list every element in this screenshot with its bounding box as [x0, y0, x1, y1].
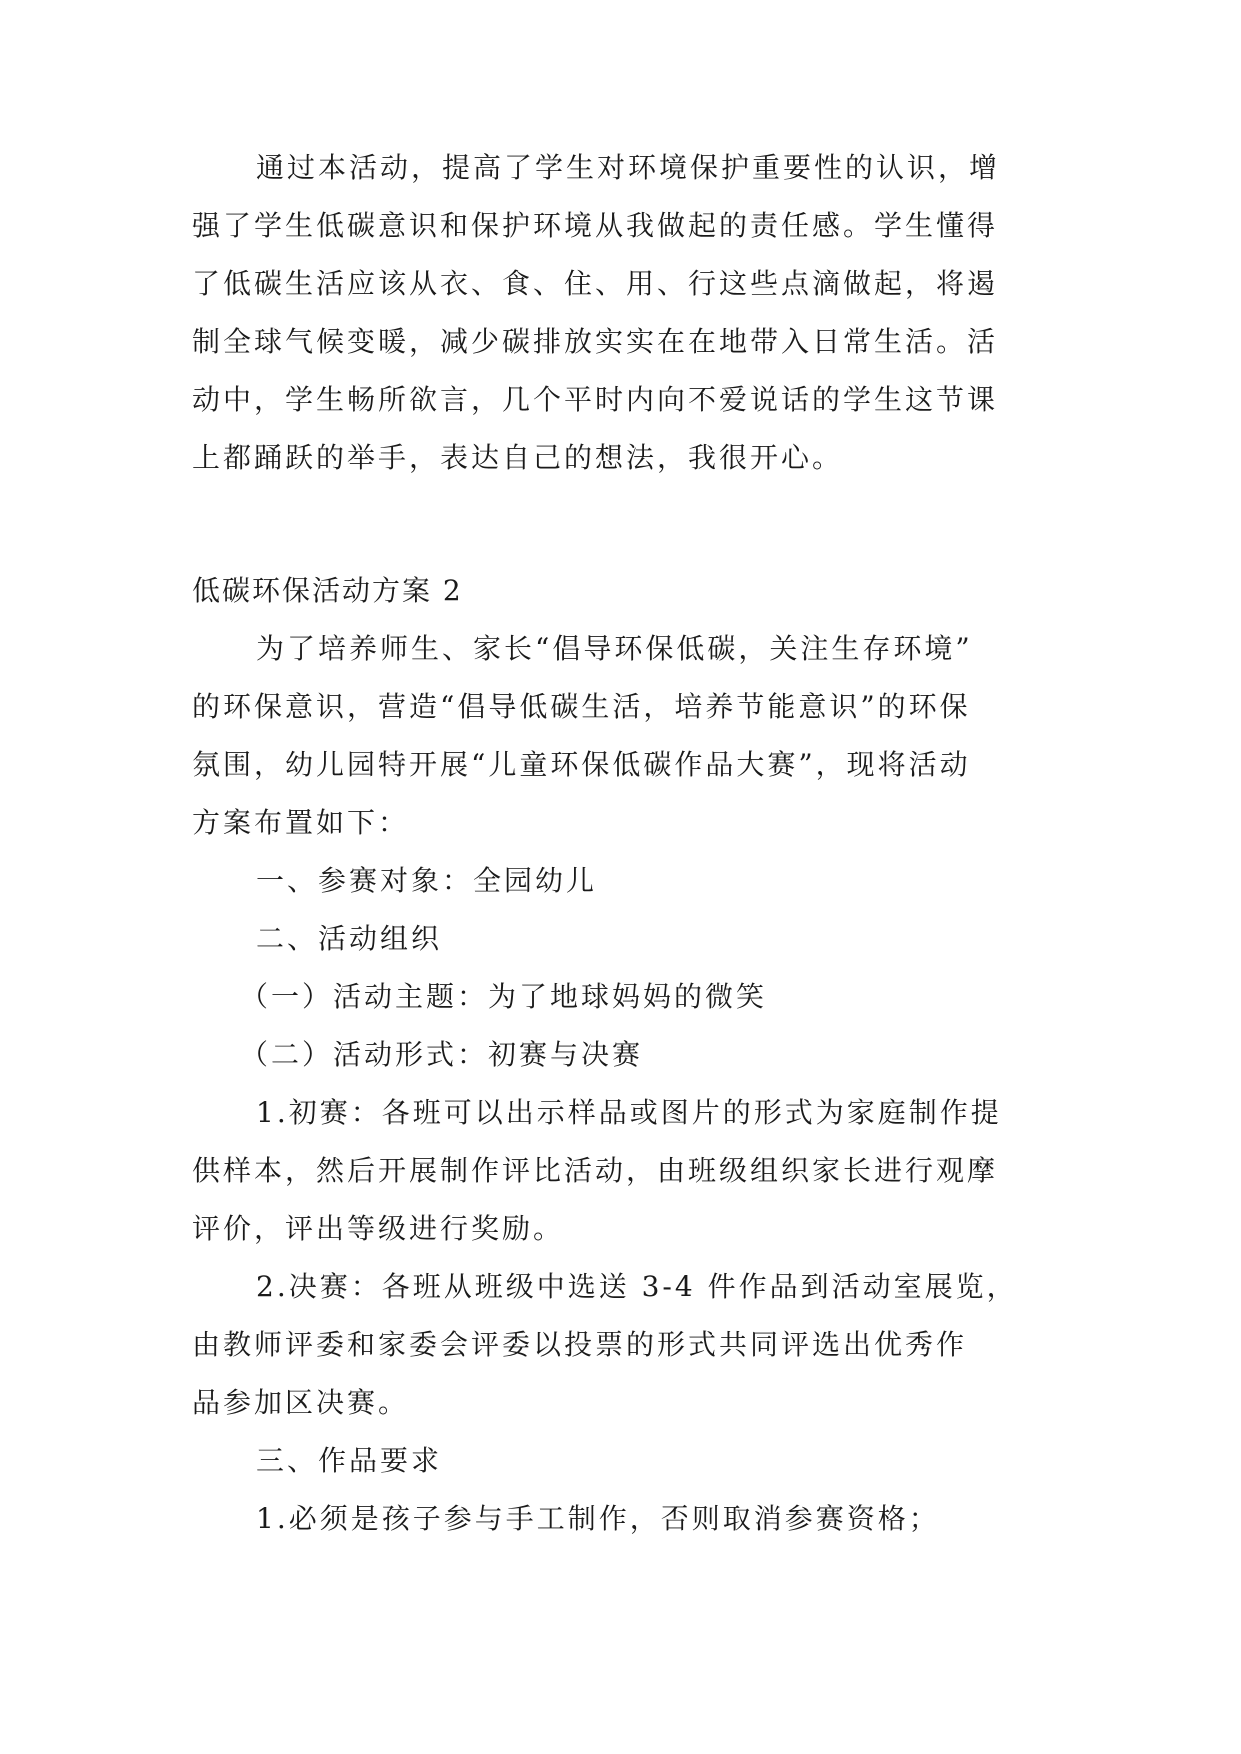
text-line: 品参加区决赛。 — [192, 1386, 410, 1419]
text-line: 评价，评出等级进行奖励。 — [192, 1212, 565, 1245]
section-heading: 低碳环保活动方案 2 — [192, 574, 463, 607]
item-organization — [192, 910, 1052, 968]
requirement-1 — [192, 1490, 1052, 1548]
text-line: 2.决赛：各班从班级中选送 3-4 件作品到活动室展览， — [256, 1270, 1018, 1303]
text-line: 强了学生低碳意识和保护环境从我做起的责任感。学生懂得 — [192, 209, 999, 242]
text-line: 三、作品要求 — [256, 1444, 443, 1477]
text-line: 二、活动组织 — [256, 922, 443, 955]
text-line: （二）活动形式：初赛与决赛 — [240, 1038, 644, 1071]
text-line: 方案布置如下： — [192, 806, 410, 839]
item-requirements — [192, 1432, 1052, 1490]
text-line: 上都踊跃的举手，表达自己的想法，我很开心。 — [192, 441, 844, 474]
final-paragraph — [192, 1258, 1052, 1432]
preliminary-paragraph — [192, 1084, 1052, 1258]
item-participants — [192, 852, 1052, 910]
text-line: 氛围，幼儿园特开展“儿童环保低碳作品大赛”，现将活动 — [192, 748, 971, 781]
text-line: 供样本，然后开展制作评比活动，由班级组织家长进行观摩 — [192, 1154, 999, 1187]
text-line: 动中，学生畅所欲言，几个平时内向不爱说话的学生这节课 — [192, 383, 999, 416]
section-intro-paragraph — [192, 620, 1052, 852]
intro-paragraph — [192, 139, 1052, 487]
text-line: 的环保意识，营造“倡导低碳生活，培养节能意识”的环保 — [192, 690, 971, 723]
section-title — [192, 562, 1052, 620]
text-line: 1.初赛：各班可以出示样品或图片的形式为家庭制作提 — [256, 1096, 1002, 1129]
text-line: 通过本活动，提高了学生对环境保护重要性的认识，增 — [256, 151, 1001, 184]
text-line: （一）活动主题：为了地球妈妈的微笑 — [240, 980, 768, 1013]
text-line: 了低碳生活应该从衣、食、住、用、行这些点滴做起，将遏 — [192, 267, 999, 300]
sub-theme — [192, 968, 1052, 1026]
text-line: 一、参赛对象：全园幼儿 — [256, 864, 598, 897]
text-line: 由教师评委和家委会评委以投票的形式共同评选出优秀作 — [192, 1328, 968, 1361]
text-line: 为了培养师生、家长“倡导环保低碳，关注生存环境” — [256, 632, 973, 665]
sub-form — [192, 1026, 1052, 1084]
text-line: 1.必须是孩子参与手工制作，否则取消参赛资格； — [256, 1502, 940, 1535]
text-line: 制全球气候变暖，减少碳排放实实在在地带入日常生活。活 — [192, 325, 999, 358]
